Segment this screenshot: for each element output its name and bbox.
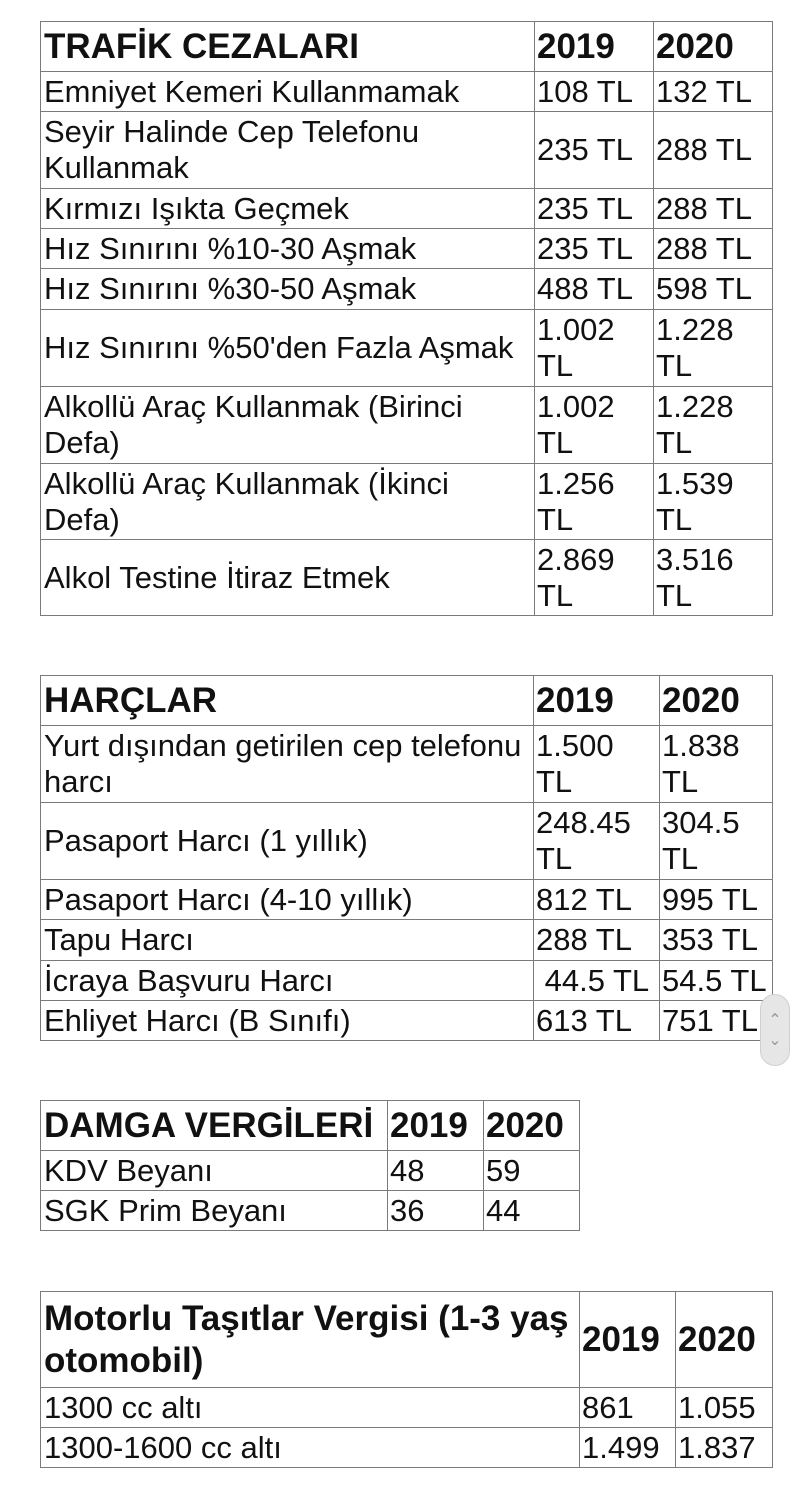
value-2020: 288 TL: [654, 189, 773, 229]
row-label: Emniyet Kemeri Kullanmamak: [41, 72, 535, 112]
value-2020: 598 TL: [654, 269, 773, 310]
table-row: [41, 540, 773, 616]
value-2020: 54.5 TL: [660, 961, 773, 1001]
value-2020: 751 TL: [660, 1001, 773, 1041]
value-2020: 995 TL: [660, 880, 773, 920]
row-label: Hız Sınırını %50'den Fazla Aşmak: [41, 310, 535, 387]
value-2020: 1.837: [676, 1428, 773, 1468]
value-2019: 48: [388, 1151, 484, 1191]
chevron-up-icon: ⌃: [768, 1012, 782, 1029]
value-2019: 1.002 TL: [535, 387, 654, 464]
value-2020: 353 TL: [660, 920, 773, 961]
stamp-taxes-table: [40, 1100, 580, 1231]
row-label: Hız Sınırını %30-50 Aşmak: [41, 269, 535, 310]
value-2020: 288 TL: [654, 229, 773, 269]
row-label: Hız Sınırını %10-30 Aşmak: [41, 229, 535, 269]
value-2019: 235 TL: [535, 189, 654, 229]
value-2019: 2.869 TL: [535, 540, 654, 616]
table-row: [41, 387, 773, 464]
row-label: Tapu Harcı: [41, 920, 534, 961]
table-row: [41, 961, 773, 1001]
value-2020: 132 TL: [654, 72, 773, 112]
table-row: [41, 310, 773, 387]
row-label: Seyir Halinde Cep Telefonu Kullanmak: [41, 112, 535, 189]
table-title: Motorlu Taşıtlar Vergisi (1-3 yaş otomobil): [41, 1292, 580, 1388]
row-label: İcraya Başvuru Harcı: [41, 961, 534, 1001]
table-row: [41, 189, 773, 229]
value-2019: 1.002 TL: [535, 310, 654, 387]
table-title: HARÇLAR: [41, 676, 534, 726]
table-row: [41, 726, 773, 803]
row-label: KDV Beyanı: [41, 1151, 388, 1191]
value-2020: 1.539 TL: [654, 464, 773, 540]
value-2019: 488 TL: [535, 269, 654, 310]
row-label: Yurt dışından getirilen cep telefonu harcı: [41, 726, 534, 803]
traffic-fines-table: [40, 21, 773, 616]
column-header-2020: 2020: [654, 22, 773, 72]
column-header-2020: 2020: [676, 1292, 773, 1388]
table-title: DAMGA VERGİLERİ: [41, 1101, 388, 1151]
value-2019: 861: [580, 1388, 676, 1428]
table-row: [41, 1191, 580, 1231]
table-header-row: [41, 1101, 580, 1151]
table-row: [41, 464, 773, 540]
row-label: SGK Prim Beyanı: [41, 1191, 388, 1231]
value-2019: 235 TL: [535, 112, 654, 189]
value-2019: 44.5 TL: [534, 961, 660, 1001]
value-2019: 108 TL: [535, 72, 654, 112]
column-header-2020: 2020: [660, 676, 773, 726]
row-label: Alkol Testine İtiraz Etmek: [41, 540, 535, 616]
table-row: [41, 229, 773, 269]
value-2019: 288 TL: [534, 920, 660, 961]
value-2019: 248.45 TL: [534, 803, 660, 880]
table-row: [41, 1001, 773, 1041]
value-2019: 36: [388, 1191, 484, 1231]
row-label: 1300-1600 cc altı: [41, 1428, 580, 1468]
table-row: [41, 1388, 773, 1428]
value-2019: 1.256 TL: [535, 464, 654, 540]
column-header-2020: 2020: [484, 1101, 580, 1151]
column-header-2019: 2019: [534, 676, 660, 726]
value-2020: 3.516 TL: [654, 540, 773, 616]
row-label: Alkollü Araç Kullanmak (Birinci Defa): [41, 387, 535, 464]
value-2019: 613 TL: [534, 1001, 660, 1041]
column-header-2019: 2019: [388, 1101, 484, 1151]
row-label: Ehliyet Harcı (B Sınıfı): [41, 1001, 534, 1041]
table-header-row: [41, 22, 773, 72]
value-2019: 812 TL: [534, 880, 660, 920]
table-row: [41, 72, 773, 112]
fees-table: [40, 675, 773, 1041]
value-2020: 1.228 TL: [654, 387, 773, 464]
row-label: Alkollü Araç Kullanmak (İkinci Defa): [41, 464, 535, 540]
table-row: [41, 880, 773, 920]
table-header-row: [41, 676, 773, 726]
row-label: Pasaport Harcı (4-10 yıllık): [41, 880, 534, 920]
motor-vehicle-tax-table: [40, 1291, 773, 1468]
fast-scroll-handle[interactable]: [760, 994, 790, 1066]
value-2019: 1.499: [580, 1428, 676, 1468]
table-row: [41, 1428, 773, 1468]
table-row: [41, 1151, 580, 1191]
value-2020: 288 TL: [654, 112, 773, 189]
row-label: Kırmızı Işıkta Geçmek: [41, 189, 535, 229]
value-2020: 304.5 TL: [660, 803, 773, 880]
value-2020: 1.228 TL: [654, 310, 773, 387]
value-2020: 44: [484, 1191, 580, 1231]
value-2019: 1.500 TL: [534, 726, 660, 803]
row-label: Pasaport Harcı (1 yıllık): [41, 803, 534, 880]
table-title: TRAFİK CEZALARI: [41, 22, 535, 72]
chevron-down-icon: ⌄: [768, 1032, 782, 1049]
column-header-2019: 2019: [535, 22, 654, 72]
table-header-row: [41, 1292, 773, 1388]
table-row: [41, 920, 773, 961]
row-label: 1300 cc altı: [41, 1388, 580, 1428]
table-row: [41, 269, 773, 310]
value-2019: 235 TL: [535, 229, 654, 269]
value-2020: 1.055: [676, 1388, 773, 1428]
column-header-2019: 2019: [580, 1292, 676, 1388]
table-row: [41, 112, 773, 189]
value-2020: 59: [484, 1151, 580, 1191]
value-2020: 1.838 TL: [660, 726, 773, 803]
table-row: [41, 803, 773, 880]
